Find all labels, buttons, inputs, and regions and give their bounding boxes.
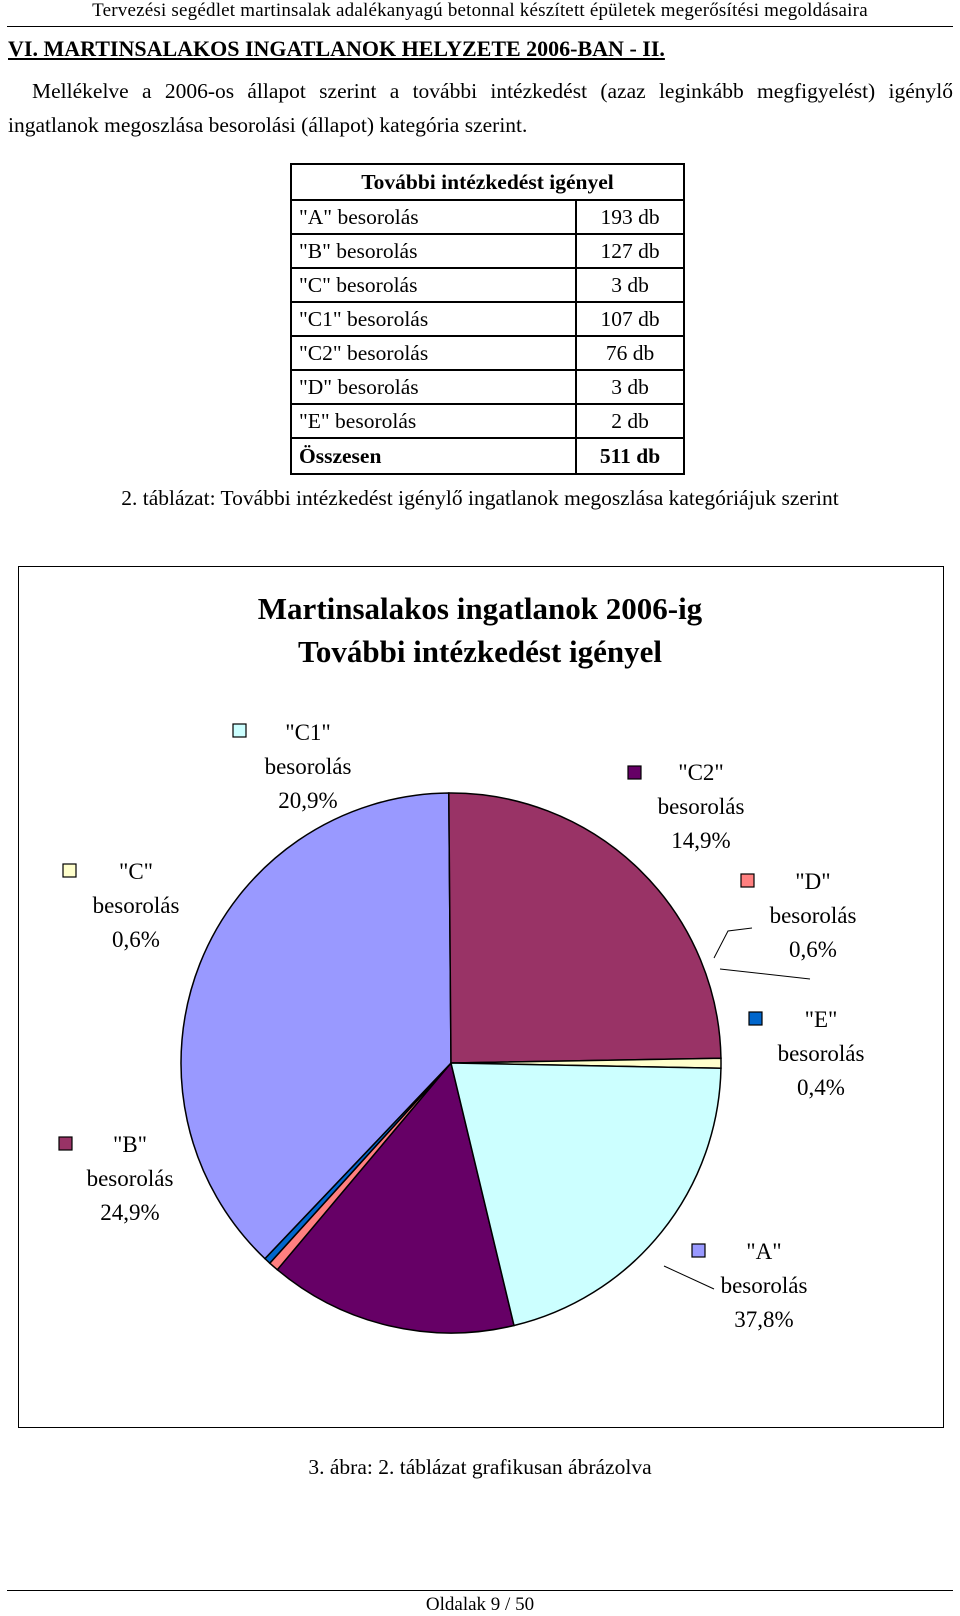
slice-label-word: besorolás [86, 1166, 174, 1191]
total-label: Összesen [291, 438, 576, 474]
total-value: 511 db [576, 438, 684, 474]
slice-label-name: "C2" [678, 760, 724, 785]
slice-label-word: besorolás [92, 893, 180, 918]
row-label: "C1" besorolás [291, 302, 576, 336]
table-row [291, 268, 684, 302]
pie-chart [18, 566, 942, 1426]
row-value: 3 db [576, 370, 684, 404]
table-row [291, 370, 684, 404]
slice-label-percent: 37,8% [734, 1307, 794, 1332]
table-header: További intézkedést igényel [291, 164, 684, 200]
legend-key-a [692, 1244, 705, 1257]
row-label: "E" besorolás [291, 404, 576, 438]
table-row [291, 404, 684, 438]
data-table [290, 163, 685, 475]
slice-label-percent: 0,6% [112, 927, 160, 952]
slice-label-word: besorolás [264, 754, 352, 779]
leader-line-d [714, 928, 752, 958]
slice-label-percent: 20,9% [278, 788, 338, 813]
legend-key-c [63, 864, 76, 877]
section-title: VI. MARTINSALAKOS INGATLANOK HELYZETE 2006-BAN - II. [8, 36, 665, 61]
row-label: "C2" besorolás [291, 336, 576, 370]
row-value: 76 db [576, 336, 684, 370]
slice-label-percent: 0,4% [797, 1075, 845, 1100]
slice-label-name: "E" [804, 1007, 838, 1032]
table-total-row [291, 438, 684, 474]
figure-caption: 3. ábra: 2. táblázat grafikusan ábrázolva [308, 1455, 652, 1479]
leader-line-e [720, 969, 810, 979]
row-label: "C" besorolás [291, 268, 576, 302]
row-value: 127 db [576, 234, 684, 268]
slice-label-a [692, 1239, 807, 1332]
running-header: Tervezési segédlet martinsalak adalékanyagú betonnal készített épületek megerősítési megoldásaira [92, 0, 868, 21]
slice-label-name: "D" [795, 869, 831, 894]
slice-label-word: besorolás [720, 1273, 808, 1298]
slice-label-word: besorolás [769, 903, 857, 928]
row-value: 3 db [576, 268, 684, 302]
slice-label-percent: 24,9% [100, 1200, 160, 1225]
table-row [291, 302, 684, 336]
chart-title-line-1: Martinsalakos ingatlanok 2006-ig [257, 591, 703, 626]
slice-label-percent: 0,6% [789, 937, 837, 962]
slice-label-b [59, 1132, 173, 1225]
legend-key-c1 [233, 724, 246, 737]
slice-label-word: besorolás [777, 1041, 865, 1066]
slice-label-name: "B" [112, 1132, 148, 1157]
page-footer: Oldalak 9 / 50 [425, 1594, 535, 1615]
table-caption: 2. táblázat: További intézkedést igénylő ingatlanok megoszlása kategóriájuk szerint [121, 486, 839, 510]
legend-key-e [749, 1012, 762, 1025]
row-label: "A" besorolás [291, 200, 576, 234]
legend-key-d [741, 874, 754, 887]
leader-line-a [664, 1266, 714, 1289]
slice-label-c1 [233, 720, 351, 813]
slice-label-word: besorolás [657, 794, 745, 819]
slice-label-name: "C" [118, 859, 154, 884]
slice-label-c [63, 859, 179, 952]
chart-title-line-2: További intézkedést igényel [298, 634, 662, 669]
table-row [291, 200, 684, 234]
table-header-row [291, 164, 684, 200]
slice-label-e [749, 1007, 864, 1100]
row-value: 107 db [576, 302, 684, 336]
row-label: "D" besorolás [291, 370, 576, 404]
footer-divider [7, 1590, 953, 1591]
header-divider [7, 26, 953, 27]
legend-key-c2 [628, 766, 641, 779]
slice-label-c2 [628, 760, 744, 853]
legend-key-b [59, 1137, 72, 1150]
row-label: "B" besorolás [291, 234, 576, 268]
row-value: 2 db [576, 404, 684, 438]
intro-paragraph: Mellékelve a 2006-os állapot szerint a további intézkedést (azaz leginkább megfigyelést) igénylő ingatlanok megoszlása besorolási (állapot) kategória szerint. [8, 79, 953, 137]
slice-label-d [741, 869, 856, 962]
slice-label-name: "C1" [285, 720, 331, 745]
table-row [291, 234, 684, 268]
row-value: 193 db [576, 200, 684, 234]
table-row [291, 336, 684, 370]
slice-label-percent: 14,9% [671, 828, 731, 853]
slice-label-name: "A" [746, 1239, 782, 1264]
